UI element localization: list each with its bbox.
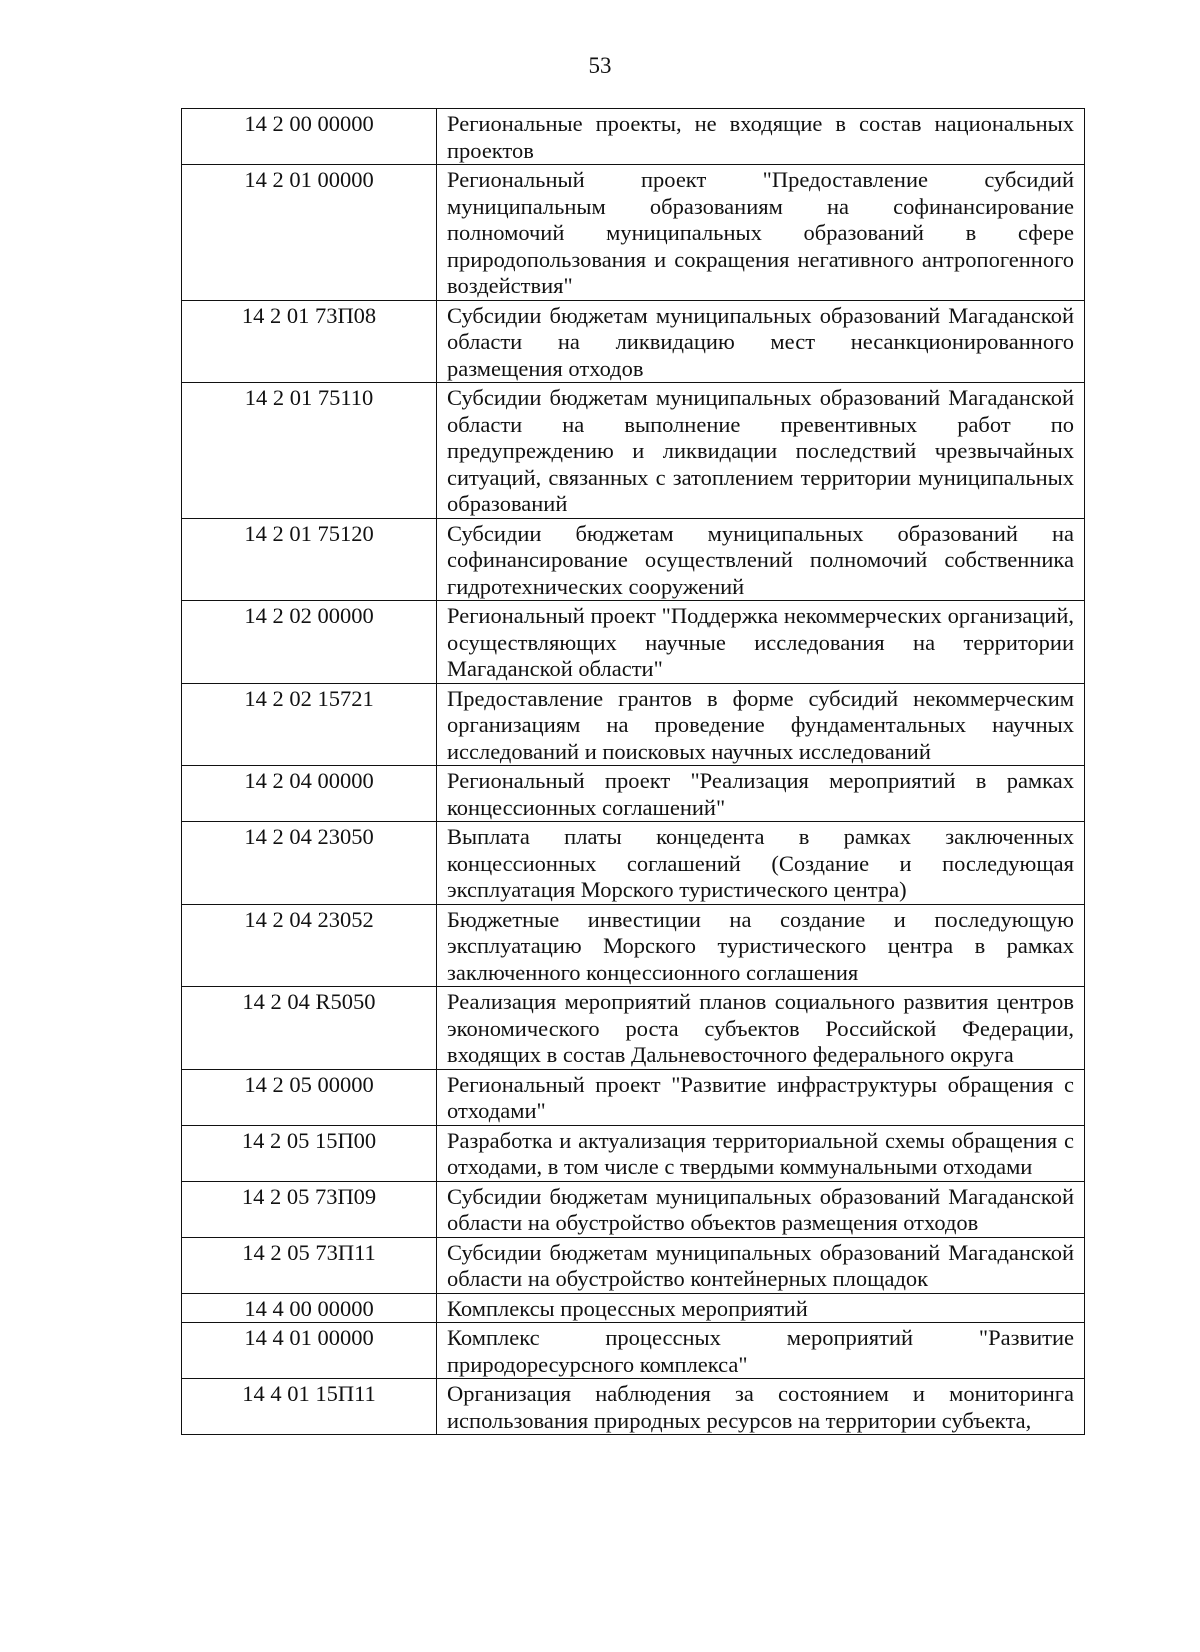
table-row — [182, 518, 1085, 601]
row-code: 14 2 04 23050 — [182, 822, 437, 905]
table-row — [182, 1293, 1085, 1323]
table-row — [182, 1237, 1085, 1293]
row-code: 14 2 00 00000 — [182, 109, 437, 165]
table-row — [182, 1125, 1085, 1181]
table-row — [182, 1323, 1085, 1379]
row-code: 14 2 05 00000 — [182, 1069, 437, 1125]
row-description: Бюджетные инвестиции на создание и последующую эксплуатацию Морского туристического центра в рамках заключенного концессионного соглашения — [437, 904, 1085, 987]
row-description: Региональные проекты, не входящие в состав национальных проектов — [437, 109, 1085, 165]
row-description: Комплексы процессных мероприятий — [437, 1293, 1085, 1323]
row-code: 14 2 01 73П08 — [182, 300, 437, 383]
row-description: Субсидии бюджетам муниципальных образований Магаданской области на выполнение превентивных работ по предупреждению и ликвидации последствий чрезвычайных ситуаций, связанных с затоплением территории муниципальных образований — [437, 383, 1085, 519]
row-description: Разработка и актуализация территориальной схемы обращения с отходами, в том числе с твердыми коммунальными отходами — [437, 1125, 1085, 1181]
table-row — [182, 300, 1085, 383]
row-code: 14 2 04 00000 — [182, 766, 437, 822]
row-code: 14 2 05 15П00 — [182, 1125, 437, 1181]
row-code: 14 2 02 15721 — [182, 683, 437, 766]
table-row — [182, 1069, 1085, 1125]
table-row — [182, 1379, 1085, 1435]
row-code: 14 2 01 75120 — [182, 518, 437, 601]
row-description: Региональный проект "Развитие инфраструктуры обращения с отходами" — [437, 1069, 1085, 1125]
table-row — [182, 1181, 1085, 1237]
row-description: Реализация мероприятий планов социального развития центров экономического роста субъектов Российской Федерации, входящих в состав Дальневосточного федерального округа — [437, 987, 1085, 1070]
row-code: 14 4 00 00000 — [182, 1293, 437, 1323]
table-row — [182, 822, 1085, 905]
row-code: 14 2 02 00000 — [182, 601, 437, 684]
row-code: 14 4 01 15П11 — [182, 1379, 437, 1435]
row-description: Предоставление грантов в форме субсидий некоммерческим организациям на проведение фундаментальных научных исследований и поисковых научных исследований — [437, 683, 1085, 766]
row-description: Субсидии бюджетам муниципальных образований на софинансирование осуществлений полномочий собственника гидротехнических сооружений — [437, 518, 1085, 601]
row-description: Комплекс процессных мероприятий "Развитие природоресурсного комплекса" — [437, 1323, 1085, 1379]
table-row — [182, 601, 1085, 684]
row-code: 14 2 05 73П11 — [182, 1237, 437, 1293]
row-description: Региональный проект "Поддержка некоммерческих организаций, осуществляющих научные исследования на территории Магаданской области" — [437, 601, 1085, 684]
table-row — [182, 766, 1085, 822]
row-code: 14 2 04 R5050 — [182, 987, 437, 1070]
table-row — [182, 904, 1085, 987]
row-code: 14 4 01 00000 — [182, 1323, 437, 1379]
row-code: 14 2 01 75110 — [182, 383, 437, 519]
row-code: 14 2 04 23052 — [182, 904, 437, 987]
row-description: Субсидии бюджетам муниципальных образований Магаданской области на обустройство объектов размещения отходов — [437, 1181, 1085, 1237]
row-code: 14 2 05 73П09 — [182, 1181, 437, 1237]
table-row — [182, 383, 1085, 519]
page-number: 53 — [588, 53, 612, 78]
row-description: Организация наблюдения за состоянием и мониторинга использования природных ресурсов на территории субъекта, — [437, 1379, 1085, 1435]
row-code: 14 2 01 00000 — [182, 165, 437, 301]
row-description: Субсидии бюджетам муниципальных образований Магаданской области на ликвидацию мест несанкционированного размещения отходов — [437, 300, 1085, 383]
row-description: Выплата платы концедента в рамках заключенных концессионных соглашений (Создание и последующая эксплуатация Морского туристического центра) — [437, 822, 1085, 905]
row-description: Субсидии бюджетам муниципальных образований Магаданской области на обустройство контейнерных площадок — [437, 1237, 1085, 1293]
row-description: Региональный проект "Реализация мероприятий в рамках концессионных соглашений" — [437, 766, 1085, 822]
table-row — [182, 683, 1085, 766]
table-row — [182, 987, 1085, 1070]
table-row — [182, 109, 1085, 165]
budget-code-table — [181, 108, 1085, 1435]
table-row — [182, 165, 1085, 301]
row-description: Региональный проект "Предоставление субсидий муниципальным образованиям на софинансирование полномочий муниципальных образований в сфере природопользования и сокращения негативного антропогенного воздействия" — [437, 165, 1085, 301]
